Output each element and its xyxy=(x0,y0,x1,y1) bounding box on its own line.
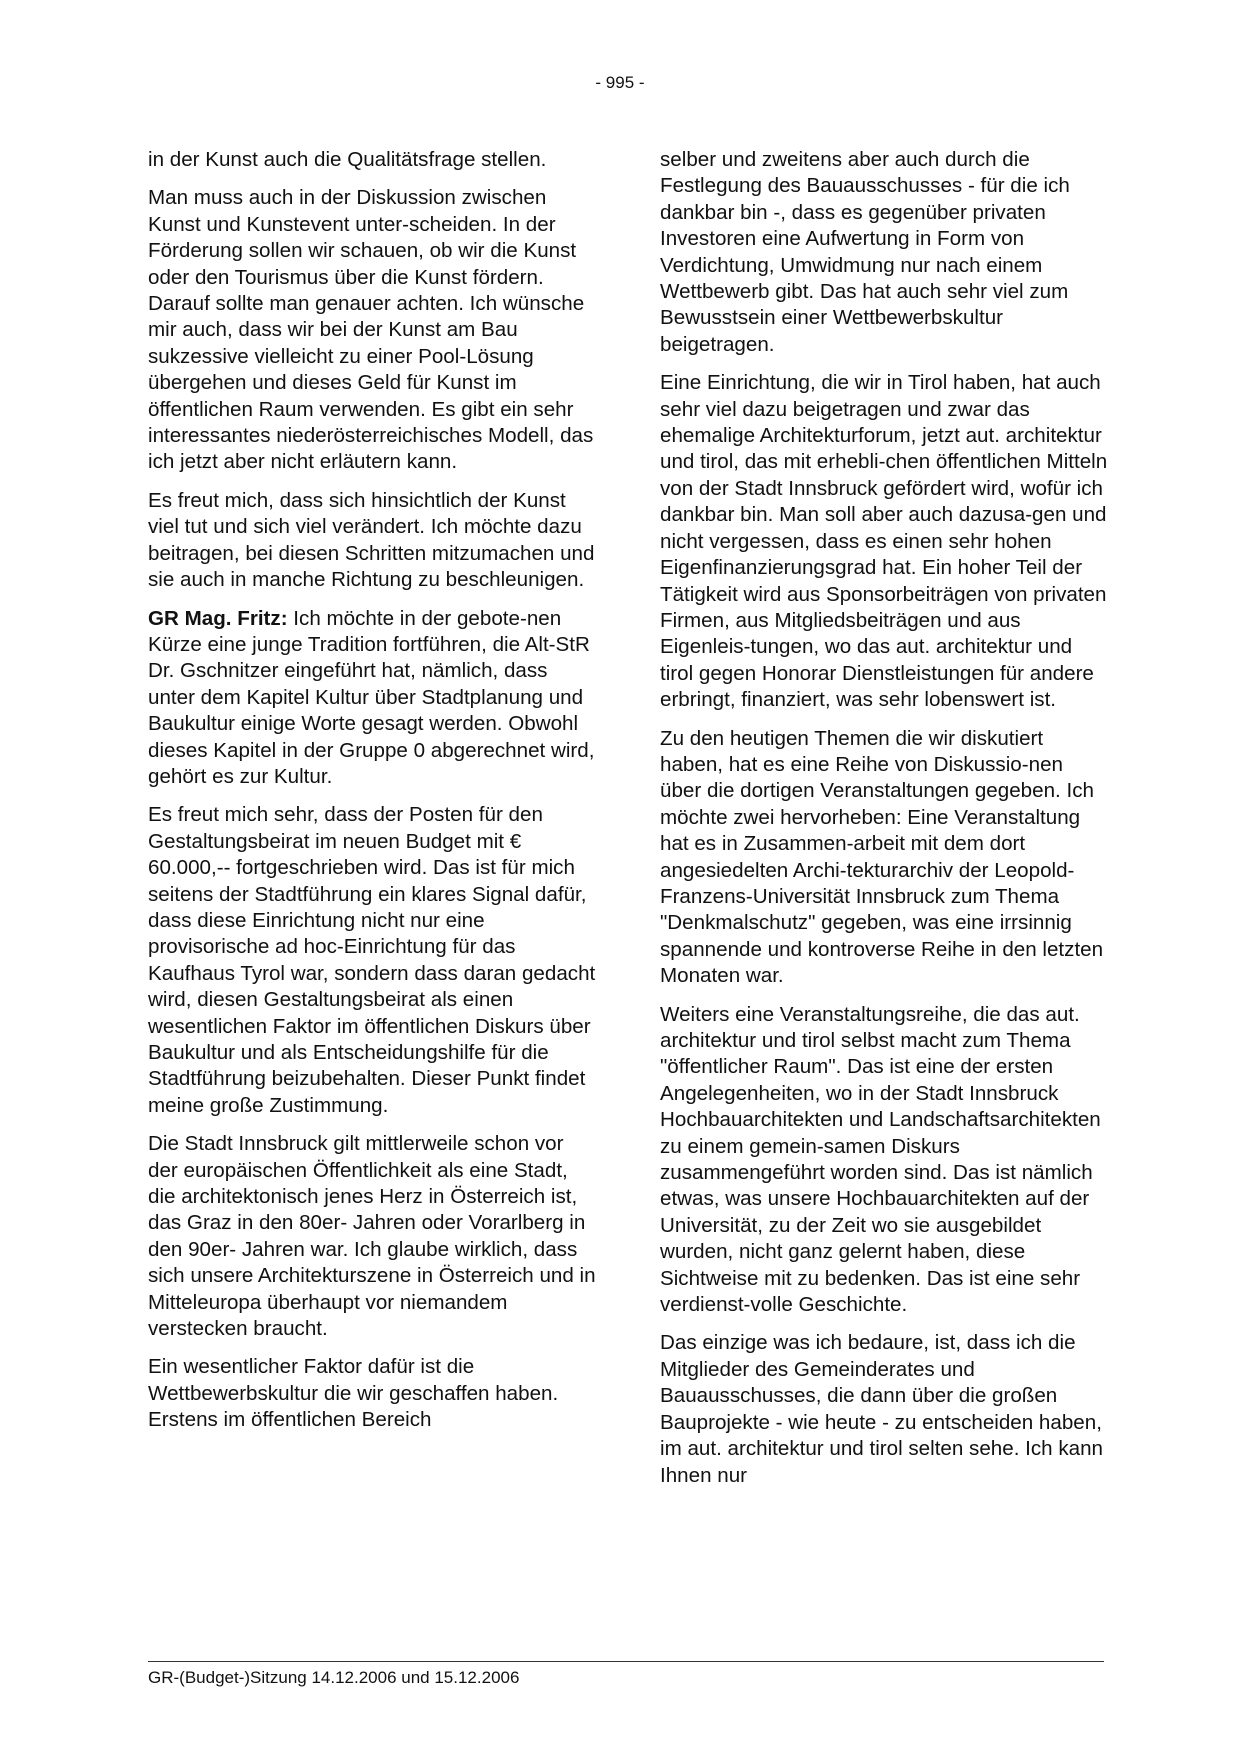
paragraph xyxy=(148,606,596,791)
footer-divider xyxy=(148,1661,1104,1662)
paragraph: Die Stadt Innsbruck gilt mittlerweile schon vor der europäischen Öffentlichkeit als eine Stadt, die architektonisch jenes Herz in Österreich ist, das Graz in den 80er- Jahren oder Vorarlberg in den 90er- Jahren war. Ich glaube wirklich, dass sich unsere Architekturszene in Österreich und in Mitteleuropa überhaupt vor niemandem verstecken braucht. xyxy=(148,1132,596,1341)
paragraph: Es freut mich, dass sich hinsichtlich der Kunst viel tut und sich viel verändert. Ich möchte dazu beitragen, bei diesen Schritten mitzumachen und sie auch in manche Richtung zu beschleunigen. xyxy=(148,488,595,592)
paragraph: Es freut mich sehr, dass der Posten für den Gestaltungsbeirat im neuen Budget mit € 60.000,-- fortgeschrieben wird. Das ist für mich seitens der Stadtführung ein klares Signal dafür, dass diese Einrichtung nicht nur eine provisorische ad hoc-Einrichtung für das Kaufhaus Tyrol war, sondern dass daran gedacht wird, diesen Gestaltungsbeirat als einen wesentlichen Faktor im öffentlichen Diskurs über Baukultur und als Entscheidungshilfe für die Stadtführung beizubehalten. Dieser Punkt findet meine große Zustimmung. xyxy=(148,803,596,1117)
footer-text: GR-(Budget-)Sitzung 14.12.2006 und 15.12.2006 xyxy=(148,1668,520,1687)
page-number: - 995 - xyxy=(595,73,645,92)
paragraph: Ein wesentlicher Faktor dafür ist die Wettbewerbskultur die wir geschaffen haben. Erstens im öffentlichen Bereich xyxy=(148,1355,559,1432)
paragraph: Zu den heutigen Themen die wir diskutiert haben, hat es eine Reihe von Diskussio-nen über die dortigen Veranstaltungen gegeben. Ich möchte zwei hervorheben: Eine Veranstaltung hat es in Zusammen-arbeit mit dem dort angesiedelten Archi-tekturarchiv der Leopold-Franzens-Universität Innsbruck zum Thema "Denkmalschutz" gegeben, was eine irrsinnig spannende und kontroverse Reihe in den letzten Monaten war. xyxy=(660,726,1104,988)
paragraph: Das einzige was ich bedaure, ist, dass ich die Mitglieder des Gemeinderates und Bauausschusses, die dann über die großen Bauprojekte - wie heute - zu entscheiden haben, im aut. architektur und tirol selten sehe. Ich kann Ihnen nur xyxy=(660,1331,1103,1487)
left-column xyxy=(148,147,596,1446)
paragraph-text: Ich möchte in der gebote-nen Kürze eine junge Tradition fortführen, die Alt-StR Dr. Gschnitzer eingeführt hat, nämlich, dass unter dem Kapitel Kultur über Stadtplanung und Baukultur einige Worte gesagt werden. Obwohl dieses Kapitel in der Gruppe 0 abgerechnet wird, gehört es zur Kultur. xyxy=(148,606,595,788)
paragraph: Weiters eine Veranstaltungsreihe, die das aut. architektur und tirol selbst macht zum Thema "öffentlicher Raum". Das ist eine der ersten Angelegenheiten, wo in der Stadt Innsbruck Hochbauarchitekten und Landschaftsarchitekten zu einem gemein-samen Diskurs zusammengeführt worden sind. Das ist nämlich etwas, was unsere Hochbauarchitekten auf der Universität, zu der Zeit wo sie ausgebildet wurden, nicht ganz gelernt haben, diese Sichtweise mit zu bedenken. Das ist eine sehr verdienst-volle Geschichte. xyxy=(660,1002,1101,1317)
paragraph: in der Kunst auch die Qualitätsfrage stellen. xyxy=(148,148,547,171)
paragraph: Man muss auch in der Diskussion zwischen Kunst und Kunstevent unter-scheiden. In der Förderung sollen wir schauen, ob wir die Kunst oder den Tourismus über die Kunst fördern. Darauf sollte man genauer achten. Ich wünsche mir auch, dass wir bei der Kunst am Bau sukzessive vielleicht zu einer Pool-Lösung übergehen und dieses Geld für Kunst im öffentlichen Raum verwenden. Es gibt ein sehr interessantes niederösterreichisches Modell, das ich jetzt aber nicht erläutern kann. xyxy=(148,186,594,474)
paragraph: selber und zweitens aber auch durch die Festlegung des Bauausschusses - für die ich dankbar bin -, dass es gegenüber privaten Investoren eine Aufwertung in Form von Verdichtung, Umwidmung nur nach einem Wettbewerb gibt. Das hat auch sehr viel zum Bewusstsein einer Wettbewerbskultur beigetragen. xyxy=(660,148,1070,356)
paragraph: Eine Einrichtung, die wir in Tirol haben, hat auch sehr viel dazu beigetragen und zwar das ehemalige Architekturforum, jetzt aut. architektur und tirol, das mit erhebli-chen öffentlichen Mitteln von der Stadt Innsbruck gefördert wird, wofür ich dankbar bin. Man soll aber auch dazusa-gen und nicht vergessen, dass es einen sehr hohen Eigenfinanzierungsgrad hat. Ein hoher Teil der Tätigkeit wird aus Sponsorbeiträgen von privaten Firmen, aus Mitgliedsbeiträgen und aus Eigenleis-tungen, wo das aut. architektur und tirol gegen Honorar Dienstleistungen für andere erbringt, finanziert, was sehr lobenswert ist. xyxy=(660,371,1108,712)
speaker-name: GR Mag. Fritz: xyxy=(148,606,288,630)
right-column xyxy=(660,147,1108,1501)
